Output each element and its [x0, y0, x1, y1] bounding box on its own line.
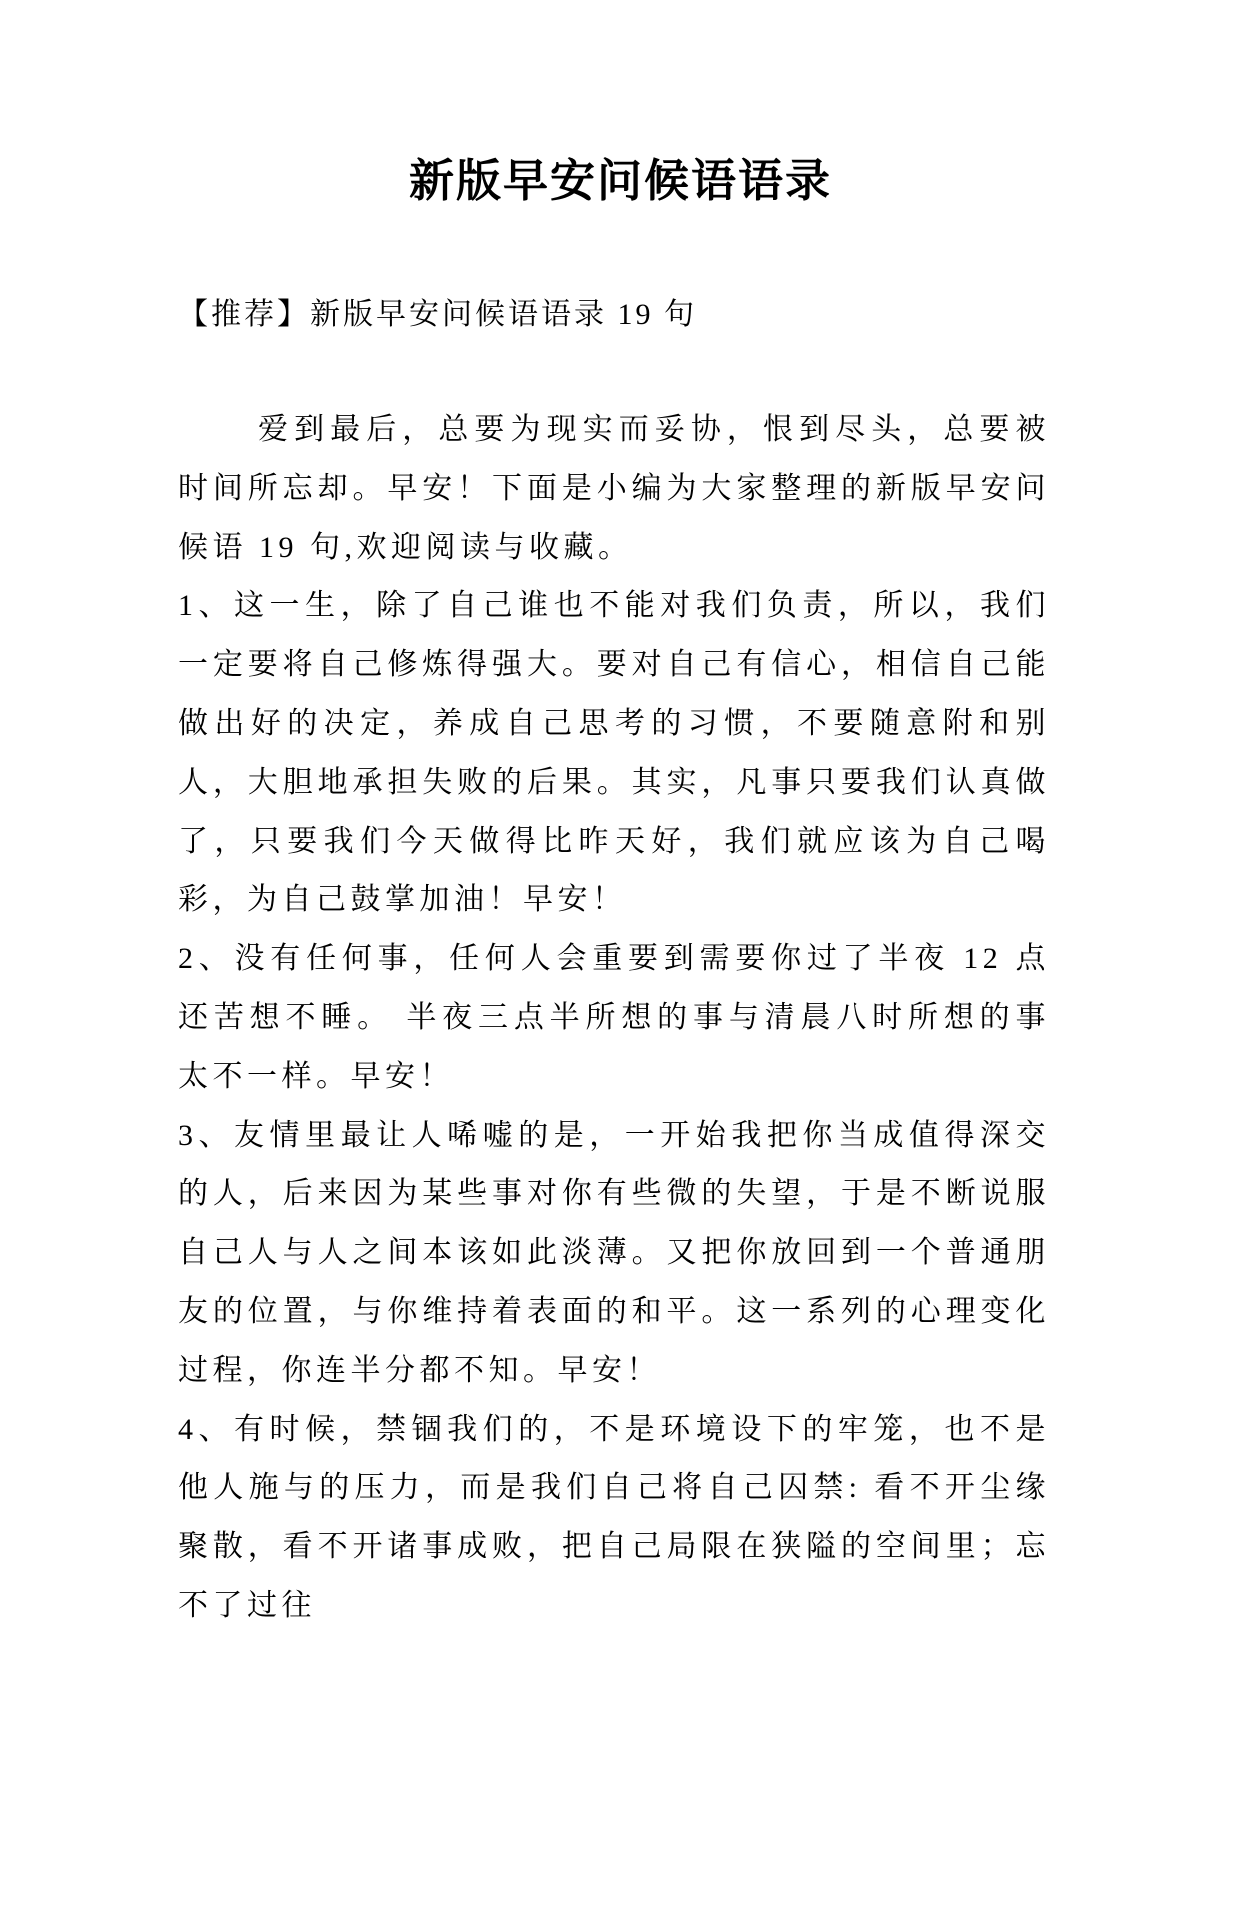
- document-title: 新版早安问候语语录: [408, 156, 832, 206]
- document-subheading: 【推荐】新版早安问候语语录 19 句: [178, 298, 697, 331]
- paragraph: 爱到最后，总要为现实而妥协，恨到尽头，总要被时间所忘却。早安！下面是小编为大家整理的新版早安问候语 19 句,欢迎阅读与收藏。: [178, 413, 1050, 564]
- paragraph: 2、没有任何事，任何人会重要到需要你过了半夜 12 点还苦想不睡。 半夜三点半所想的事与清晨八时所想的事太不一样。早安！: [178, 942, 1050, 1093]
- document-page: [0, 151, 1241, 1905]
- paragraph-list: [178, 401, 1050, 1636]
- document-body: [178, 285, 1050, 1636]
- paragraph: 1、这一生，除了自己谁也不能对我们负责，所以，我们一定要将自己修炼得强大。要对自己有信心，相信自己能做出好的决定，养成自己思考的习惯，不要随意附和别人，大胆地承担失败的后果。其实，凡事只要我们认真做了，只要我们今天做得比昨天好，我们就应该为自己喝彩，为自己鼓掌加油！早安！: [178, 589, 1050, 917]
- paragraph: 4、有时候，禁锢我们的，不是环境设下的牢笼，也不是他人施与的压力，而是我们自己将自己囚禁: 看不开尘缘聚散，看不开诸事成败，把自己局限在狭隘的空间里；忘不了过往: [178, 1412, 1050, 1622]
- paragraph: 3、友情里最让人唏嘘的是，一开始我把你当成值得深交的人，后来因为某些事对你有些微的失望，于是不断说服自己人与人之间本该如此淡薄。又把你放回到一个普通朋友的位置，与你维持着表面的和平。这一系列的心理变化过程，你连半分都不知。早安！: [178, 1118, 1050, 1387]
